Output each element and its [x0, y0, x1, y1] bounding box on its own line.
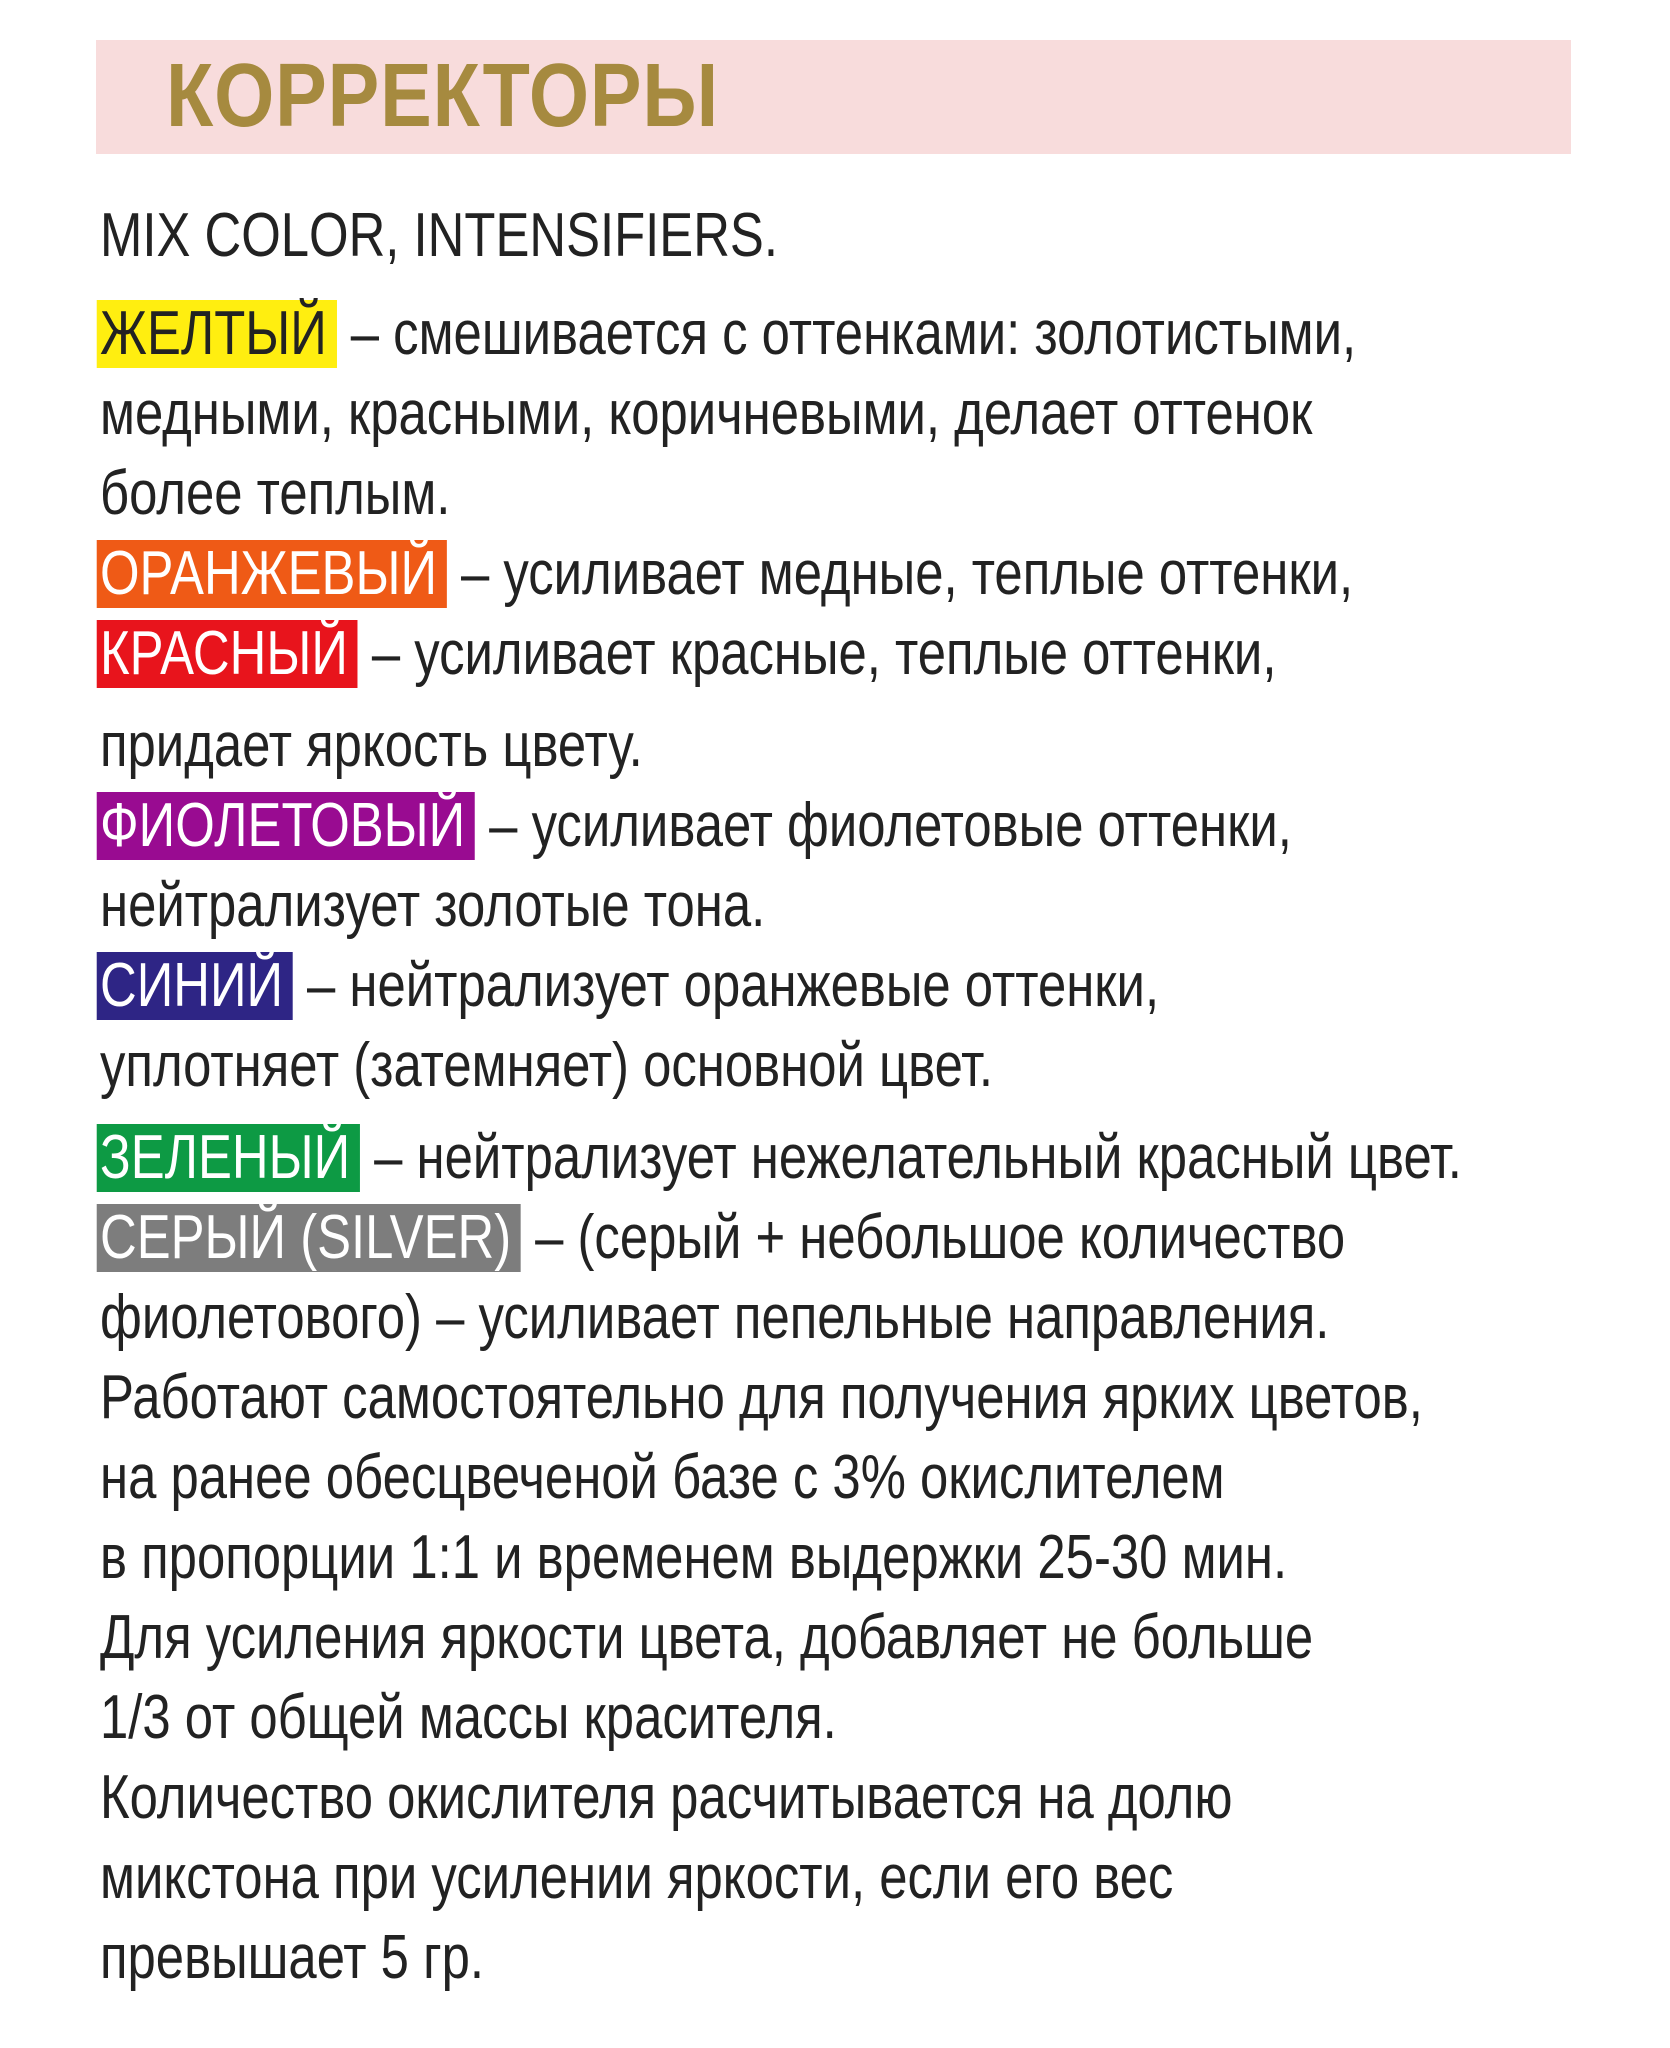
entry-yellow-line-3: более теплым.	[100, 459, 451, 528]
entry-purple-text-1: – усиливает фиолетовые оттенки,	[475, 791, 1292, 860]
note-line: Работают самостоятельно для получения ярких цветов,	[100, 1363, 1423, 1432]
entry-yellow-line-1	[100, 294, 1356, 374]
entry-gray-text-1: – (серый + небольшое количество	[520, 1203, 1346, 1272]
page-title: КОРРЕКТОРЫ	[166, 46, 720, 146]
entry-blue-text-1: – нейтрализует оранжевые оттенки,	[292, 951, 1160, 1020]
subtitle: MIX COLOR, INTENSIFIERS.	[100, 201, 778, 270]
entry-blue-line-1	[100, 946, 1159, 1026]
entry-red-line-2: придает яркость цвету.	[100, 711, 643, 780]
note-line: Количество окислителя расчитывается на долю	[100, 1763, 1233, 1832]
entry-purple-line-1	[100, 786, 1292, 866]
note-line: 1/3 от общей массы красителя.	[100, 1683, 837, 1752]
entry-green-line-1	[100, 1118, 1462, 1198]
entry-red-text-1: – усиливает красные, теплые оттенки,	[357, 619, 1277, 688]
entry-orange-text-1: – усиливает медные, теплые оттенки,	[446, 539, 1354, 608]
entry-blue-line-2: уплотняет (затемняет) основной цвет.	[100, 1031, 993, 1100]
label-orange: ОРАНЖЕВЫЙ	[97, 540, 447, 608]
entry-gray-line-1	[100, 1198, 1345, 1278]
entry-yellow-line-2: медными, красными, коричневыми, делает оттенок	[100, 379, 1313, 448]
label-blue: СИНИЙ	[97, 952, 293, 1020]
label-yellow: ЖЕЛТЫЙ	[97, 300, 337, 368]
entry-red-line-1	[100, 614, 1276, 694]
title-banner	[96, 40, 1571, 154]
label-green: ЗЕЛЕНЫЙ	[97, 1124, 360, 1192]
label-purple: ФИОЛЕТОВЫЙ	[97, 792, 475, 860]
entry-yellow-text-1: – смешивается с оттенками: золотистыми,	[336, 299, 1357, 368]
note-line: микстона при усилении яркости, если его вес	[100, 1843, 1174, 1912]
entry-purple-line-2: нейтрализует золотые тона.	[100, 871, 766, 940]
entry-green-text-1: – нейтрализует нежелательный красный цвет.	[360, 1123, 1462, 1192]
note-line: на ранее обесцвеченой базе с 3% окислителем	[100, 1443, 1225, 1512]
entry-orange-line-1	[100, 534, 1353, 614]
label-red: КРАСНЫЙ	[97, 620, 358, 688]
note-line: превышает 5 гр.	[100, 1923, 485, 1992]
note-line: в пропорции 1:1 и временем выдержки 25-30 мин.	[100, 1523, 1288, 1592]
note-line: Для усиления яркости цвета, добавляет не больше	[100, 1603, 1314, 1672]
label-gray: СЕРЫЙ (SILVER)	[97, 1204, 521, 1272]
entry-gray-line-2: фиолетового) – усиливает пепельные направления.	[100, 1283, 1330, 1352]
